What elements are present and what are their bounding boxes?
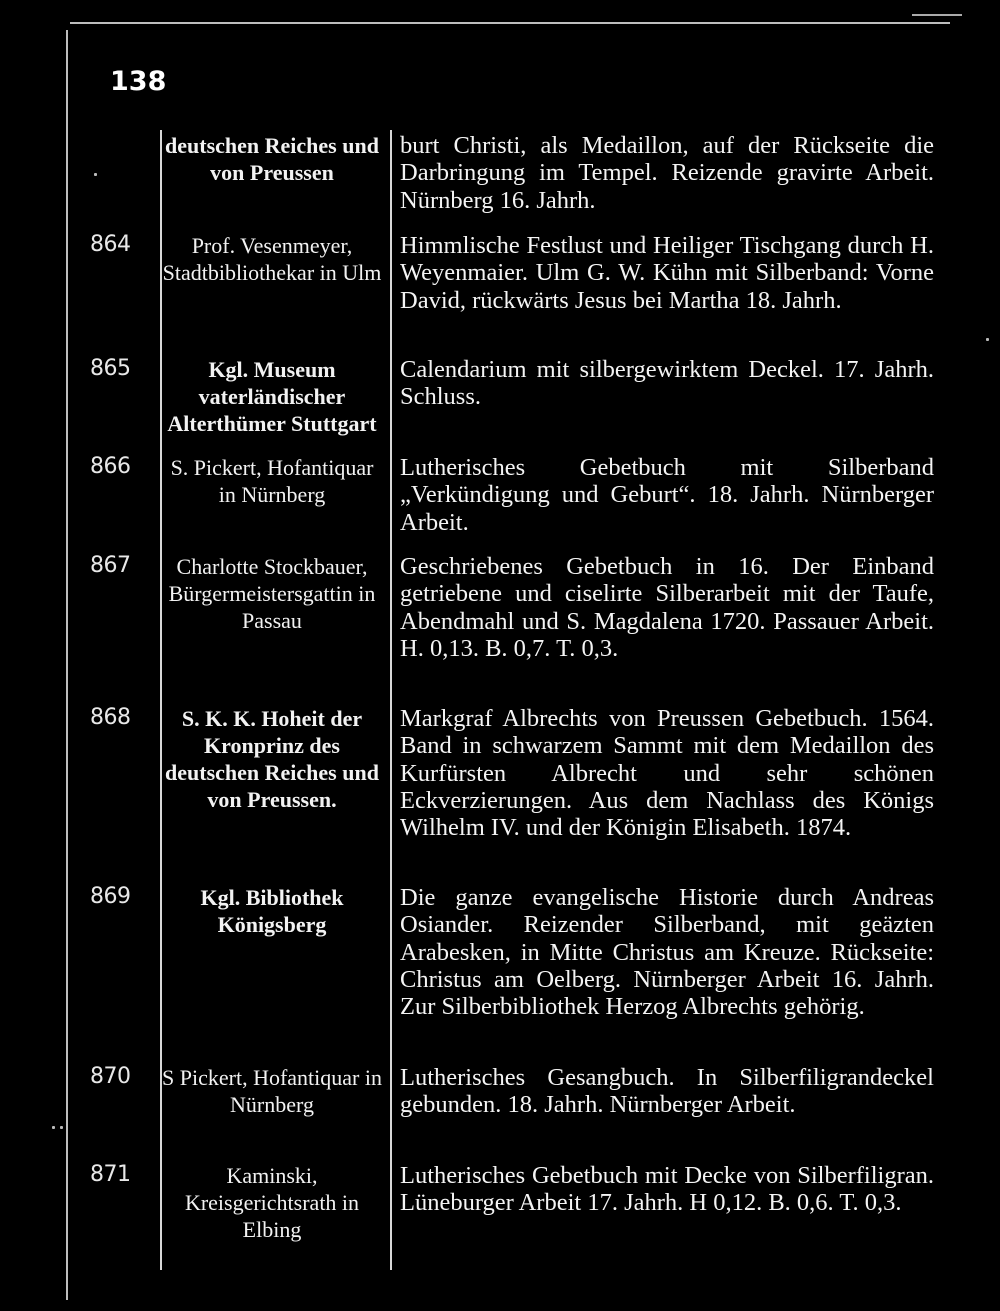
description-cell: burt Christi, als Medaillon, auf der Rückseite die Darbringung im Tempel. Reizende gravirte Arbeit. Nürnberg 16. Jahrh. xyxy=(400,132,934,214)
owner-cell: Kgl. Bibliothek Königsberg xyxy=(200,885,344,937)
description-cell: Himmlische Festlust und Heiliger Tischgang durch H. Weyenmaier. Ulm G. W. Kühn mit Silberband: Vorne David, rückwärts Jesus bei Martha 18. Jahrh. xyxy=(400,232,934,314)
scan-speck xyxy=(52,1126,55,1129)
entry-number: 865 xyxy=(90,356,131,381)
description-cell: Calendarium mit silbergewirktem Deckel. 17. Jahrh. Schluss. xyxy=(400,356,934,411)
description-cell: Die ganze evangelische Historie durch Andreas Osiander. Reizender Silberband, mit geäzten Arabesken, in Mitte Christus am Kreuze. Rückseite: Christus am Oelberg. Nürnberger Arbeit 16. Jahrh. Zur Silberbibliothek Herzog Albrechts gehörig. xyxy=(400,884,934,1021)
top-border-rule-right xyxy=(912,14,962,16)
column-rule-right xyxy=(390,130,392,1270)
description-cell: Geschriebenes Gebetbuch in 16. Der Einband getriebene und ciselirte Silberarbeit mit der Taufe, Abendmahl und S. Magdalena 1720. Passauer Arbeit. H. 0,13. B. 0,7. T. 0,3. xyxy=(400,553,934,662)
description-cell: Lutherisches Gebetbuch mit Silberband „Verkündigung und Geburt“. 18. Jahrh. Nürnberger Arbeit. xyxy=(400,454,934,536)
entry-number: 867 xyxy=(90,553,131,578)
owner-cell: Kaminski, Kreisgerichtsrath in Elbing xyxy=(184,1163,360,1242)
entry-number: 868 xyxy=(90,705,131,730)
top-border-rule xyxy=(70,22,950,24)
owner-cell: Charlotte Stockbauer, Bürgermeistersgattin in Passau xyxy=(168,554,376,633)
description-cell: Lutherisches Gesangbuch. In Silberfiligrandeckel gebunden. 18. Jahrh. Nürnberger Arbeit. xyxy=(400,1064,934,1119)
owner-cell: S Pickert, Hofantiquar in Nürnberg xyxy=(162,1065,382,1117)
description-cell: Lutherisches Gebetbuch mit Decke von Silberfiligran. Lüneburger Arbeit 17. Jahrh. H 0,12. B. 0,6. T. 0,3. xyxy=(400,1162,934,1217)
entry-number: 864 xyxy=(90,232,131,257)
owner-cell: Prof. Vesenmeyer, Stadtbibliothekar in Ulm xyxy=(162,233,382,285)
page-number: 138 xyxy=(110,66,167,97)
entry-number: 870 xyxy=(90,1064,131,1089)
scan-speck xyxy=(60,1126,63,1129)
owner-cell: deutschen Reiches und von Preussen xyxy=(165,133,379,185)
scan-speck xyxy=(986,338,989,341)
owner-cell: S. K. K. Hoheit der Kronprinz des deutschen Reiches und von Preussen. xyxy=(165,706,379,812)
entry-number: 869 xyxy=(90,884,131,909)
owner-cell: Kgl. Museum vaterländischer Alterthümer Stuttgart xyxy=(167,357,377,436)
entry-number: 871 xyxy=(90,1162,131,1187)
left-border-rule xyxy=(66,30,68,1300)
description-cell: Markgraf Albrechts von Preussen Gebetbuch. 1564. Band in schwarzem Sammt mit dem Medaillon des Kurfürsten Albrecht und sehr schönen Eckverzierungen. Aus dem Nachlass des Königs Wilhelm IV. und der Königin Elisabeth. 1874. xyxy=(400,705,934,842)
owner-cell: S. Pickert, Hofantiquar in Nürnberg xyxy=(170,455,374,507)
scan-speck xyxy=(94,173,97,176)
entry-number: 866 xyxy=(90,454,131,479)
